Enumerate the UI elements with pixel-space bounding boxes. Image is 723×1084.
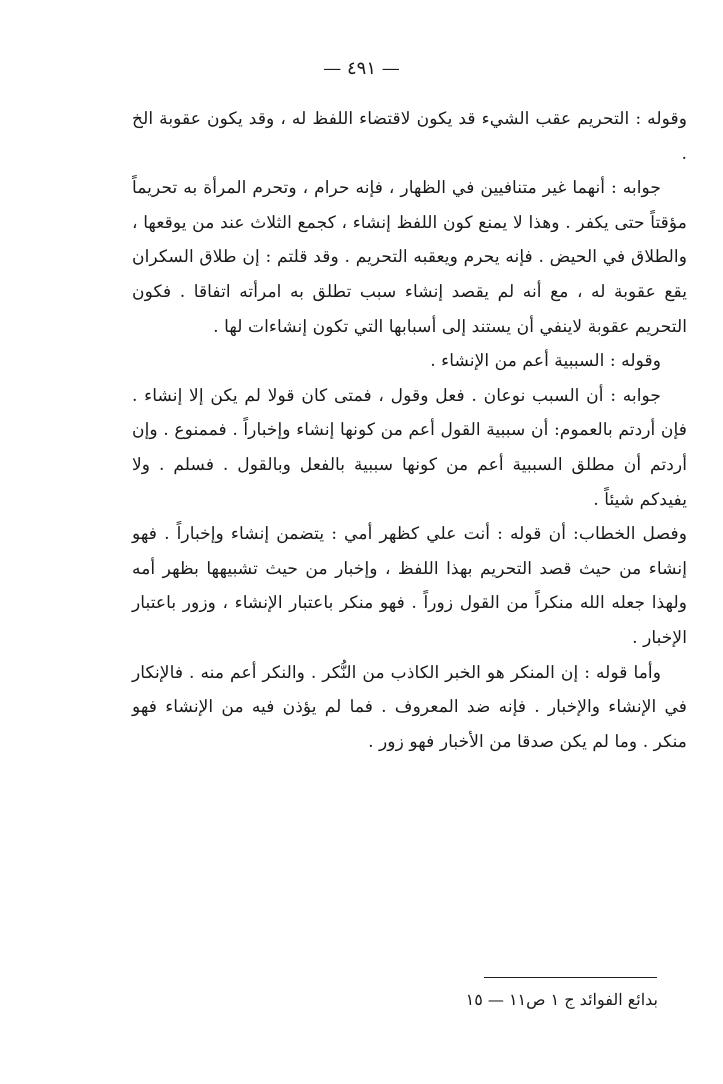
paragraph: جوابه : أن السبب نوعان . فعل وقول ، فمتى كان قولا لم يكن إلا إنشاء . فإن أردتم بالعموم: أن سببية القول أعم من كونها إنشاء وإخباراً . فممنوع . وإن أردتم أن مطلق السببية أعم من كونها سببية بالفعل وبالقول . فسلم . ولا يفيدكم شيئاً .	[132, 385, 687, 510]
paragraph: وقوله : التحريم عقب الشيء قد يكون لاقتضاء اللفظ له ، وقد يكون عقوبة الخ .	[132, 109, 687, 164]
footnote: بدائع الفوائد ج ١ ص١١ — ١٥	[465, 990, 658, 1009]
page-number: — ٤٩١ —	[323, 58, 400, 79]
paragraph: جوابه : أنهما غير متنافيين في الظهار ، فإنه حرام ، وتحرم المرأة به تحريماً مؤقتاً حتى يكفر . وهذا لا يمنع كون اللفظ إنشاء ، كجمع الثلاث عند من يوقعها ، والطلاق في الحيض . فإنه يحرم ويعقبه التحريم . وقد قلتم : إن طلاق السكران يقع عقوبة له ، مع أنه لم يقصد إنشاء سبب تطلق به امرأته اتفاقا . فكون التحريم عقوبة لاينفي أن يستند إلى أسبابها التي تكون إنشاءات لها .	[132, 178, 687, 337]
main-text	[132, 102, 687, 759]
paragraph: وأما قوله : إن المنكر هو الخبر الكاذب من النُّكر . والنكر أعم منه . فالإنكار في الإنشاء والإخبار . فإنه ضد المعروف . فما لم يؤذن فيه من الإنشاء فهو منكر . وما لم يكن صدقا من الأخبار فهو زور .	[132, 662, 687, 752]
footnote-divider	[484, 977, 657, 978]
paragraph: وفصل الخطاب: أن قوله : أنت علي كظهر أمي : يتضمن إنشاء وإخباراً . فهو إنشاء من حيث قصد التحريم بهذا اللفظ ، وإخبار من حيث تشبيهها بظهر أمه ولهذا جعله الله منكراً من القول زوراً . فهو منكر باعتبار الإنشاء ، وزور باعتبار الإخبار .	[132, 524, 687, 648]
paragraph: وقوله : السببية أعم من الإنشاء .	[430, 351, 661, 372]
